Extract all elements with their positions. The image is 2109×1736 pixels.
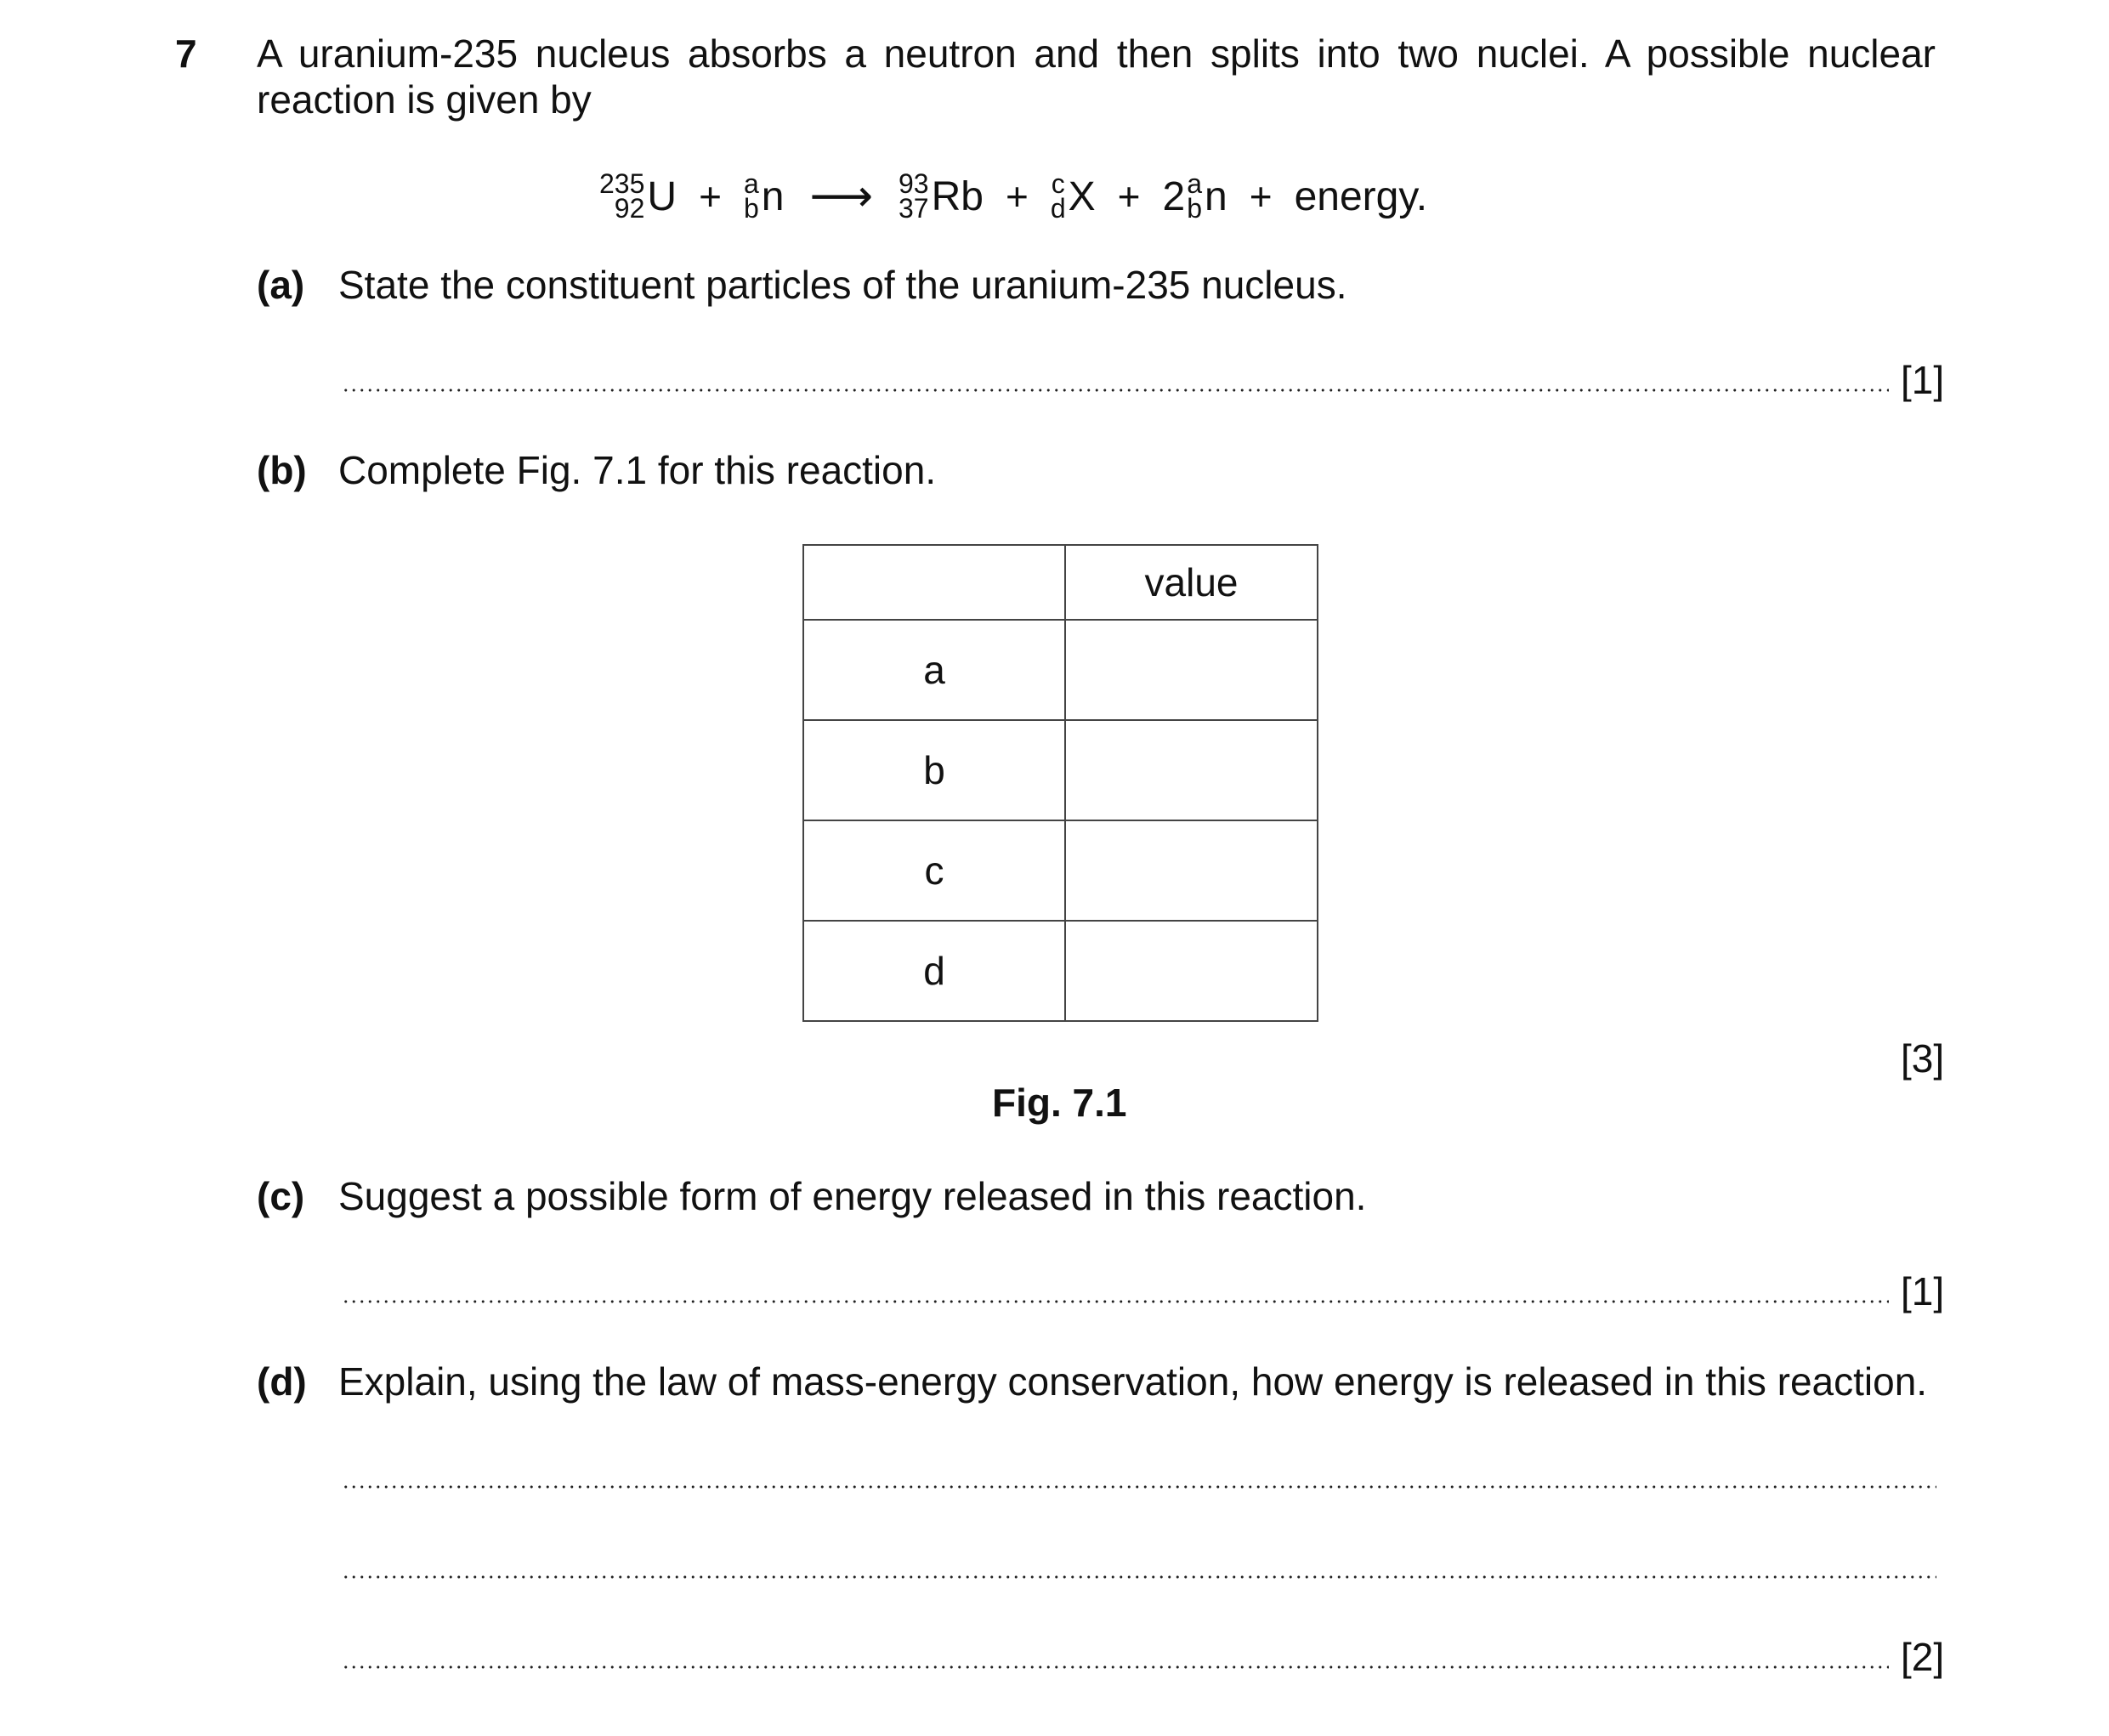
table-row xyxy=(803,720,1318,820)
x-mass-variable: c xyxy=(1051,168,1065,199)
fig-7-1-table xyxy=(802,544,1318,1022)
part-b-text: Complete Fig. 7.1 for this reaction. xyxy=(338,448,937,492)
neutron-symbol: n xyxy=(761,173,785,219)
uranium-symbol: U xyxy=(647,173,677,219)
part-d-marks: [2] xyxy=(1901,1635,1945,1679)
part-b-marks: [3] xyxy=(1901,1036,1945,1081)
part-c-label: (c) xyxy=(257,1174,305,1218)
row-label-c: c xyxy=(803,820,1065,921)
table-header-row xyxy=(803,545,1318,620)
energy-term: energy. xyxy=(1294,173,1428,219)
neutron-atomic-variable: b xyxy=(743,193,759,224)
table-row xyxy=(803,820,1318,921)
plus-sign: + xyxy=(1249,174,1273,218)
figure-caption: Fig. 7.1 xyxy=(992,1081,1127,1125)
question-number: 7 xyxy=(175,31,197,76)
neutron-coefficient: 2 xyxy=(1162,173,1186,219)
part-a-marks: [1] xyxy=(1901,358,1945,402)
neutron-symbol: n xyxy=(1205,173,1227,219)
plus-sign: + xyxy=(1117,174,1141,218)
reaction-arrow: ⟶ xyxy=(809,172,873,221)
part-d-text: Explain, using the law of mass-energy conservation, how energy is released in this reaction. xyxy=(338,1359,1928,1404)
nuclear-equation xyxy=(599,158,1619,235)
value-cell-a[interactable] xyxy=(1065,620,1318,720)
row-label-d: d xyxy=(803,921,1065,1021)
rubidium-atomic-number: 37 xyxy=(898,193,929,224)
row-label-a: a xyxy=(803,620,1065,720)
rubidium-mass-number: 93 xyxy=(898,168,929,199)
x-atomic-variable: d xyxy=(1050,193,1066,224)
part-a-text: State the constituent particles of the uranium-235 nucleus. xyxy=(338,263,1347,307)
value-cell-c[interactable] xyxy=(1065,820,1318,921)
row-label-b: b xyxy=(803,720,1065,820)
neutron-atomic-variable: b xyxy=(1187,193,1202,224)
table-header-blank xyxy=(803,545,1065,620)
part-c-marks: [1] xyxy=(1901,1269,1945,1313)
neutron-mass-variable: a xyxy=(1187,168,1202,199)
part-d-label: (d) xyxy=(257,1359,307,1404)
plus-sign: + xyxy=(699,174,722,218)
part-d-answer-line-3[interactable] xyxy=(342,1665,1889,1670)
part-b-label: (b) xyxy=(257,448,307,492)
neutrons-product xyxy=(1162,168,1227,224)
uranium-atomic-number: 92 xyxy=(614,193,645,224)
neutron-nuclide xyxy=(743,168,785,224)
rubidium-nuclide xyxy=(898,168,984,224)
uranium-mass-number: 235 xyxy=(599,168,645,199)
part-a-label: (a) xyxy=(257,263,305,307)
part-a-answer-line[interactable] xyxy=(342,388,1889,393)
part-c-answer-line[interactable] xyxy=(342,1299,1889,1304)
table-row xyxy=(803,620,1318,720)
part-d-answer-line-1[interactable] xyxy=(342,1484,1936,1489)
rubidium-symbol: Rb xyxy=(931,173,984,219)
question-intro: A uranium-235 nucleus absorbs a neutron and then splits into two nuclei. A possible nuclear reaction is given by xyxy=(257,31,1936,122)
neutron-mass-variable: a xyxy=(743,168,759,199)
x-symbol: X xyxy=(1068,173,1096,219)
plus-sign: + xyxy=(1005,174,1029,218)
table-header-value: value xyxy=(1065,545,1318,620)
part-d-answer-line-2[interactable] xyxy=(342,1574,1936,1580)
uranium-nuclide xyxy=(599,168,677,224)
x-nuclide xyxy=(1050,168,1096,224)
part-c-text: Suggest a possible form of energy released in this reaction. xyxy=(338,1174,1367,1218)
table-row xyxy=(803,921,1318,1021)
value-cell-d[interactable] xyxy=(1065,921,1318,1021)
value-cell-b[interactable] xyxy=(1065,720,1318,820)
